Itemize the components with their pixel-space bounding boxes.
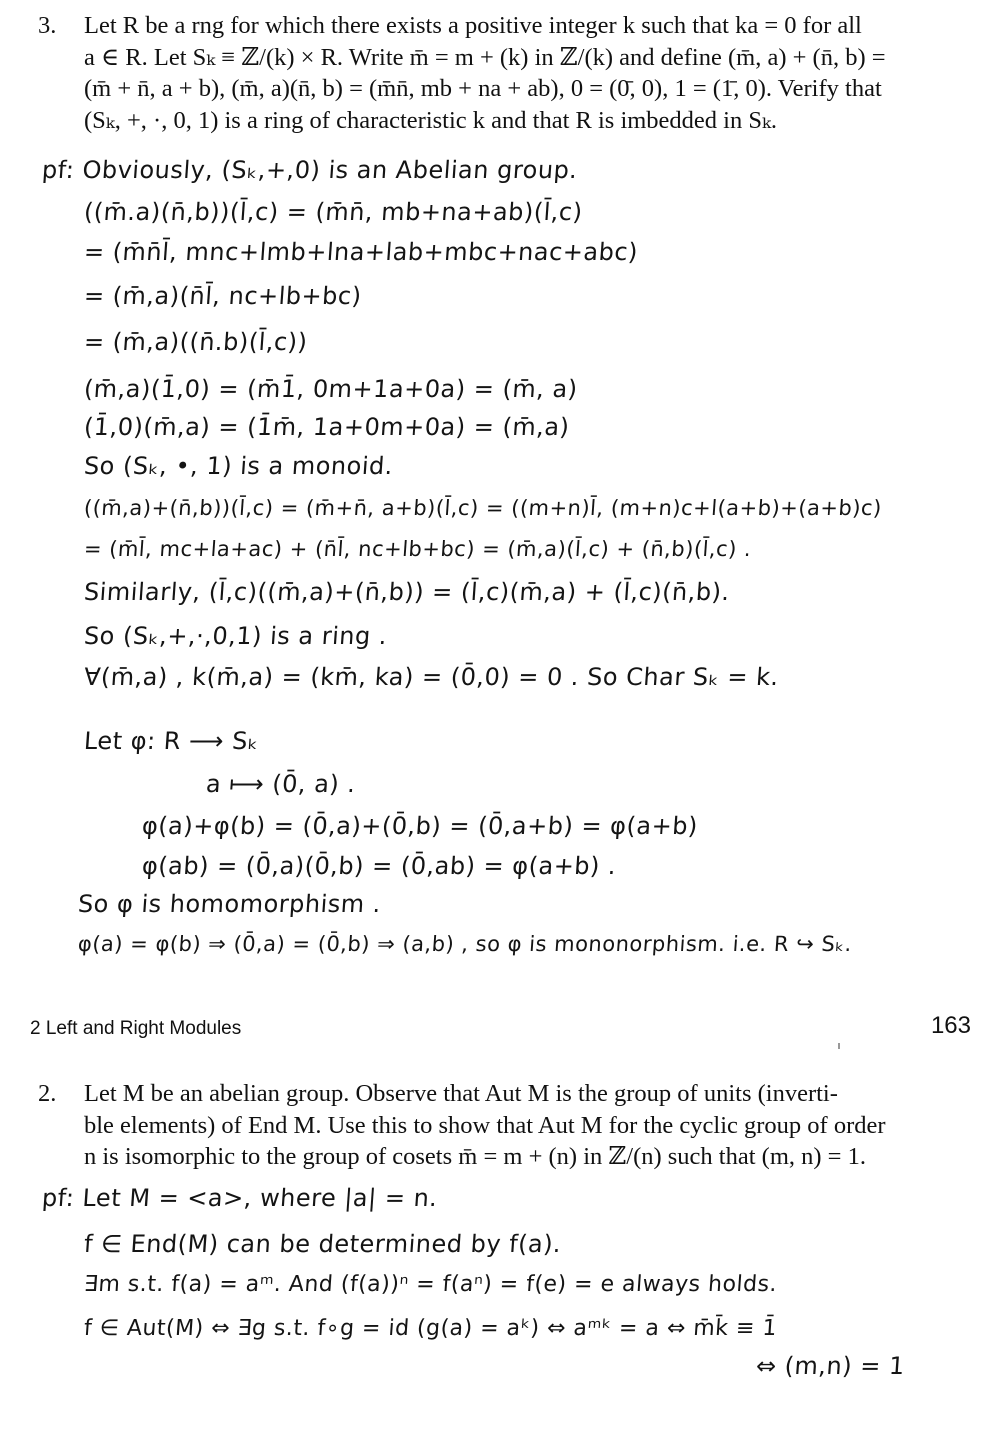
proof-2-line: ⇔ (m,n) = 1 [755,1352,906,1380]
proof-3-line: = (m̄n̄l̄, mnc+lmb+lna+lab+mbc+nac+abc) [83,238,639,266]
page-number: 163 [930,1012,971,1039]
proof-3-line: So (Sₖ,+,·,0,1) is a ring . [83,622,389,650]
proof-3-line: φ(a) = φ(b) ⇒ (0̄,a) = (0̄,b) ⇒ (a,b) , so φ is mononorphism. i.e. R ↪ Sₖ. [77,932,853,956]
problem-2-number: 2. [38,1080,57,1107]
problem-3-number: 3. [38,12,57,39]
problem-2-line: ble elements) of End M. Use this to show that Aut M for the cyclic group of order [84,1111,886,1139]
problem-3 [38,10,971,136]
proof-3-line: pf: Obviously, (Sₖ,+,0) is an Abelian group. [41,156,579,184]
problem-2-line: n is isomorphic to the group of cosets m̄ = m + (n) in ℤ/(n) such that (m, n) = 1. [84,1143,866,1170]
proof-3-line: Let φ: R ⟶ Sₖ [83,727,260,755]
problem-2-line: Let M be an abelian group. Observe that Aut M is the group of units (inverti- [84,1080,838,1107]
page-break [0,1000,991,1008]
proof-3-line: = (m̄,a)((n̄.b)(l̄,c)) [83,328,309,356]
problem-2-statement [84,1078,971,1173]
proof-3-line: So φ is homomorphism . [77,890,382,918]
proof-2-line: f ∈ End(M) can be determined by f(a). [83,1230,563,1258]
problem-3-line: (Sₖ, +, ·, 0, 1) is a ring of characteristic k and that R is imbedded in Sₖ. [84,106,778,134]
running-header [0,1012,991,1046]
problem-3-line: a ∈ R. Let Sₖ ≡ ℤ/(k) × R. Write m̄ = m + (k) in ℤ/(k) and define (m̄, a) + (n̄, b) = [84,43,886,71]
proof-3-line: φ(a)+φ(b) = (0̄,a)+(0̄,b) = (0̄,a+b) = φ(a+b) [141,812,699,840]
proof-3-line: ((m̄,a)+(n̄,b))(l̄,c) = (m̄+n̄, a+b)(l̄,c) = ((m+n)l̄, (m+n)c+l(a+b)+(a+b)c) [83,496,883,520]
problem-3-line: (m̄ + n̄, a + b), (m̄, a)(n̄, b) = (m̄n̄, mb + na + ab), 0 = (0̄, 0), 1 = (1̄, 0). Verify that [84,75,882,102]
proof-3-line: ((m̄.a)(n̄,b))(l̄,c) = (m̄n̄, mb+na+ab)(l̄,c) [83,198,584,226]
scan-mark [838,1043,840,1049]
proof-3-line: (m̄,a)(1̄,0) = (m̄1̄, 0m+1a+0a) = (m̄, a) [83,375,579,403]
problem-3-statement [84,10,971,136]
proof-3-line: (1̄,0)(m̄,a) = (1̄m̄, 1a+0m+0a) = (m̄,a) [83,413,571,441]
proof-3-line: So (Sₖ, •, 1) is a monoid. [83,452,394,480]
proof-3-line: a ⟼ (0̄, a) . [205,770,357,798]
proof-2-line: f ∈ Aut(M) ⇔ ∃g s.t. f∘g = id (g(a) = aᵏ) ⇔ aᵐᵏ = a ⇔ m̄k̄ ≡ 1̄ [83,1316,778,1341]
proof-3-line: Similarly, (l̄,c)((m̄,a)+(n̄,b)) = (l̄,c)(m̄,a) + (l̄,c)(n̄,b). [83,578,731,606]
problem-2 [38,1078,971,1173]
chapter-title: 2 Left and Right Modules [30,1018,242,1039]
proof-3-line: = (m̄,a)(n̄l̄, nc+lb+bc) [83,282,363,310]
proof-3-line: = (m̄l̄, mc+la+ac) + (n̄l̄, nc+lb+bc) = (m̄,a)(l̄,c) + (n̄,b)(l̄,c) . [83,537,753,561]
proof-2-line: pf: Let M = <a>, where |a| = n. [41,1184,439,1212]
problem-3-line: Let R be a rng for which there exists a positive integer k such that ka = 0 for all [84,12,862,39]
proof-2-line: ∃m s.t. f(a) = aᵐ. And (f(a))ⁿ = f(aⁿ) = f(e) = e always holds. [83,1272,778,1297]
proof-3-line: ∀(m̄,a) , k(m̄,a) = (km̄, ka) = (0̄,0) = 0 . So Char Sₖ = k. [83,663,780,691]
proof-3-line: φ(ab) = (0̄,a)(0̄,b) = (0̄,ab) = φ(a+b) . [141,852,618,880]
